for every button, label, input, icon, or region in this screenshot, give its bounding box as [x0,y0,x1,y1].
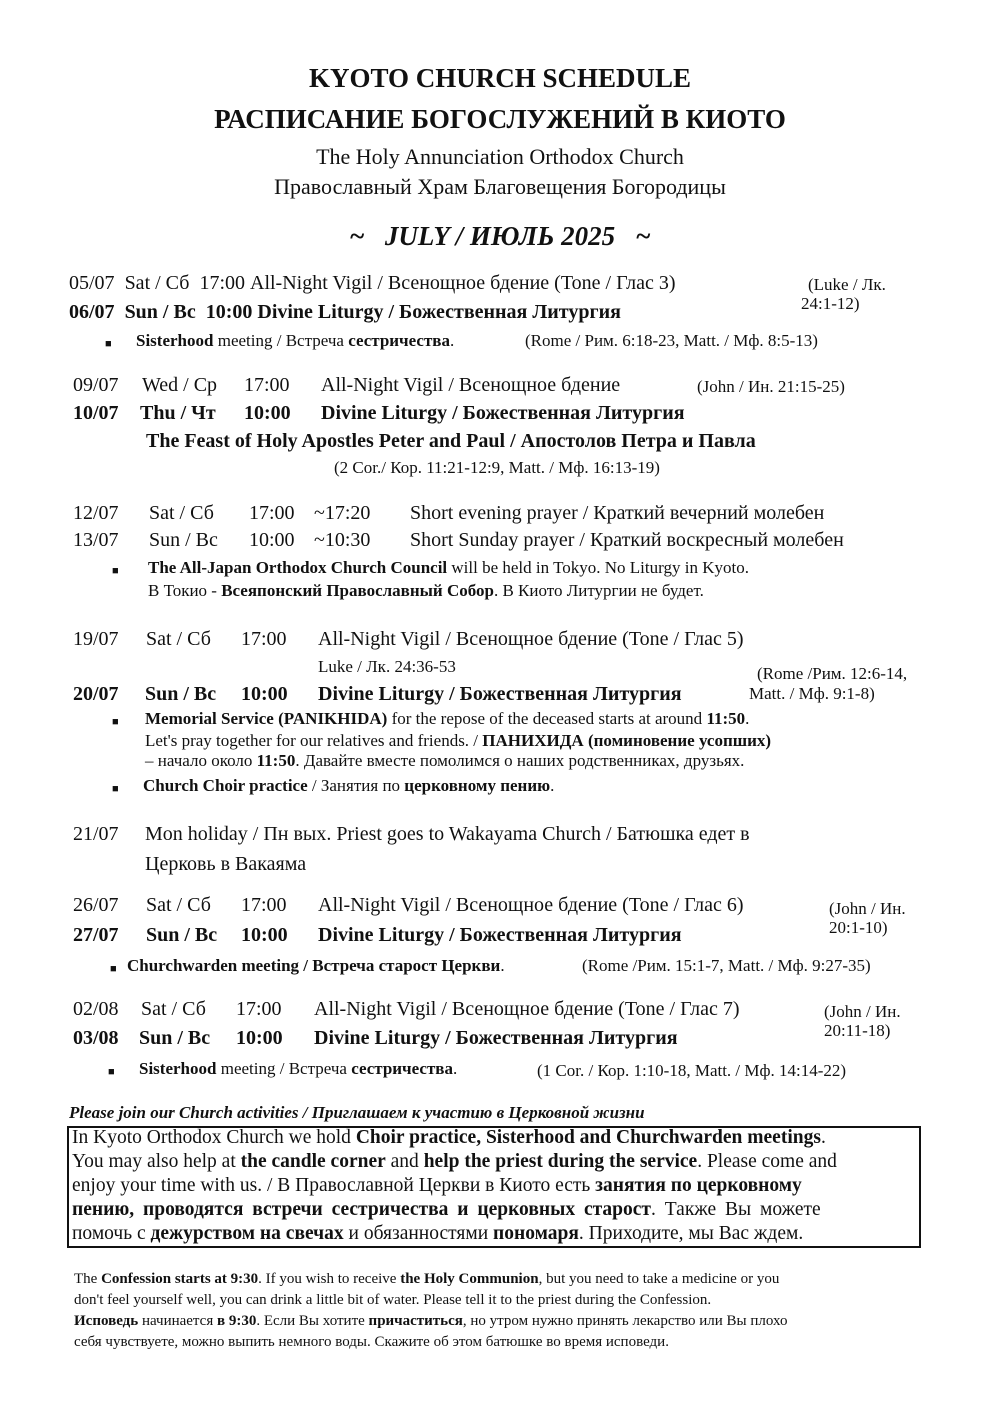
time: 10:00 [249,529,295,551]
service-text: All-Night Vigil / Всенощное бдение (Tone / Глас 5) [318,628,744,650]
reading-ref: (John / Ин. [824,1002,901,1021]
date: 10/07 [73,402,119,424]
service-text: Церковь в Вакаяма [145,853,307,875]
note-line: The All-Japan Orthodox Church Council will be held in Tokyo. No Liturgy in Kyoto. [148,558,749,577]
date: 13/07 [73,529,119,551]
weekday: Sun / Вс [149,529,218,551]
reading-ref: (Luke / Лк. [808,275,886,294]
note-line: Church Choir practice / Занятия по церковному пению. [143,776,555,795]
date: 09/07 [73,374,119,396]
date: 05/07 [69,272,115,294]
reading-ref: 20:11-18) [824,1021,891,1040]
time: 10:00 [244,402,291,424]
title-ru: РАСПИСАНИЕ БОГОСЛУЖЕНИЙ В КИОТО [214,104,786,134]
reading-ref: 20:1-10) [829,918,888,937]
service-text: Divine Liturgy / Божественная Литургия [314,1027,678,1049]
weekday: Thu / Чт [140,402,216,424]
reading-ref: 24:1-12) [801,294,860,313]
date: 27/07 [73,924,119,946]
bullet-icon: ■ [105,338,112,350]
church-name-ru: Православный Храм Благовещения Богородицы [274,174,726,199]
date: 02/08 [73,998,119,1020]
note-line: Churchwarden meeting / Встреча старост Церкви. [127,956,505,975]
feast-title: The Feast of Holy Apostles Peter and Paul / Апостолов Петра и Павла [146,430,756,452]
end-time: ~10:30 [314,529,371,551]
weekday: Sun / Вс [145,683,217,705]
date: 03/08 [73,1027,119,1049]
activities-heading: Please join our Church activities / Приглашаем к участию в Церковной жизни [69,1103,645,1122]
time: 17:00 [244,374,290,396]
weekday: Sat / Сб [146,628,211,650]
end-time: ~17:20 [314,502,371,524]
service-text: All-Night Vigil / Всенощное бдение (Tone / Глас 7) [314,998,740,1020]
date: 12/07 [73,502,119,524]
activities-line: You may also help at the candle corner and help the priest during the service. Please come and [72,1151,837,1172]
activities-line: помочь с дежурством на свечах и обязанностями пономаря. Приходите, мы Вас ждем. [72,1223,804,1244]
weekday: Sun / Вс [124,301,196,323]
service-text: 10:00 Divine Liturgy / Божественная Литургия [205,301,621,323]
note-line: Sisterhood meeting / Встреча сестричества. [136,331,455,350]
bullet-icon: ■ [110,963,117,975]
service-text: Divine Liturgy / Божественная Литургия [321,402,685,424]
footer-line: Исповедь начинается в 9:30. Если Вы хотите причаститься, но утром нужно принять лекарство или Вы плохо [74,1313,788,1329]
month-heading: ~ JULY / ИЮЛЬ 2025 ~ [349,221,651,251]
reading-ref: (John / Ин. [829,899,906,918]
service-text: Short evening prayer / Краткий вечерний молебен [410,502,825,524]
activities-line: enjoy your time with us. / В Православной Церкви в Киото есть занятия по церковному [72,1175,802,1196]
reading-ref: (1 Cor. / Кор. 1:10-18, Matt. / Мф. 14:14-22) [537,1061,847,1080]
reading-ref: (John / Ин. 21:15-25) [697,377,845,396]
note-line: В Токио - Всеяпонский Православный Собор. В Киото Литургии не будет. [148,581,704,600]
date: 20/07 [73,683,119,705]
time: 10:00 [241,683,288,705]
note-line: Let's pray together for our relatives and friends. / ПАНИХИДА (поминовение усопших) [145,731,772,750]
footer-line: себя чувствуете, можно выпить немного воды. Скажите об этом батюшке во время исповеди. [74,1334,669,1350]
note-line: Sisterhood meeting / Встреча сестричества. [139,1059,458,1078]
reading-ref: (Rome /Рим. 12:6-14, [757,664,908,683]
date: 19/07 [73,628,119,650]
reading-ref: Matt. / Мф. 9:1-8) [749,684,875,703]
service-text: Divine Liturgy / Божественная Литургия [318,924,682,946]
service-line [69,301,621,324]
time: 17:00 [249,502,295,524]
time: 17:00 [236,998,282,1020]
time: 17:00 [241,894,287,916]
reading-ref: (2 Cor./ Кор. 11:21-12:9, Matt. / Мф. 16:13-19) [334,458,660,477]
weekday: Sat / Сб [149,502,214,524]
reading-ref: (Rome /Рим. 15:1-7, Matt. / Мф. 9:27-35) [582,956,871,975]
note-line: – начало около 11:50. Давайте вместе помолимся о наших родственниках, друзьях. [145,751,745,770]
service-text: All-Night Vigil / Всенощное бдение (Tone / Глас 6) [318,894,744,916]
time: 10:00 [241,924,288,946]
weekday: Sun / Вс [146,924,218,946]
footer-line: The Confession starts at 9:30. If you wish to receive the Holy Communion, but you need to take a medicine or you [74,1271,780,1287]
date: 26/07 [73,894,119,916]
bullet-icon: ■ [108,1066,115,1078]
date: 06/07 [69,301,115,323]
bullet-icon: ■ [112,783,119,795]
activities-line: In Kyoto Orthodox Church we hold Choir practice, Sisterhood and Churchwarden meetings. [72,1127,826,1148]
service-text: Divine Liturgy / Божественная Литургия [318,683,682,705]
weekday: Wed / Ср [142,374,218,396]
activities-line: пению, проводятся встречи сестричества и церковных старост. Также Вы можете [72,1199,821,1220]
gospel-ref: Luke / Лк. 24:36-53 [318,657,456,676]
weekday: Sun / Вс [139,1027,211,1049]
service-text: 17:00 All-Night Vigil / Всенощное бдение (Tone / Глас 3) [199,272,676,294]
note-line: Memorial Service (PANIKHIDA) for the repose of the deceased starts at around 11:50. [145,709,750,728]
time: 17:00 [241,628,287,650]
service-text: Mon holiday / Пн вых. Priest goes to Wakayama Church / Батюшка едет в [145,823,750,845]
service-text: All-Night Vigil / Всенощное бдение [321,374,621,396]
reading-ref: (Rome / Рим. 6:18-23, Matt. / Мф. 8:5-13) [525,331,818,350]
footer-line: don't feel yourself well, you can drink a little bit of water. Please tell it to the priest during the Confession. [74,1292,712,1308]
title-en: KYOTO CHURCH SCHEDULE [308,63,692,93]
service-line [69,272,676,295]
weekday: Sat / Сб [146,894,211,916]
weekday: Sat / Сб [124,272,190,294]
time: 10:00 [236,1027,283,1049]
service-text: Short Sunday prayer / Краткий воскресный молебен [410,529,844,551]
bullet-icon: ■ [112,565,119,577]
weekday: Sat / Сб [141,998,206,1020]
date: 21/07 [73,823,119,845]
church-name-en: The Holy Annunciation Orthodox Church [316,144,684,169]
bullet-icon: ■ [112,716,119,728]
